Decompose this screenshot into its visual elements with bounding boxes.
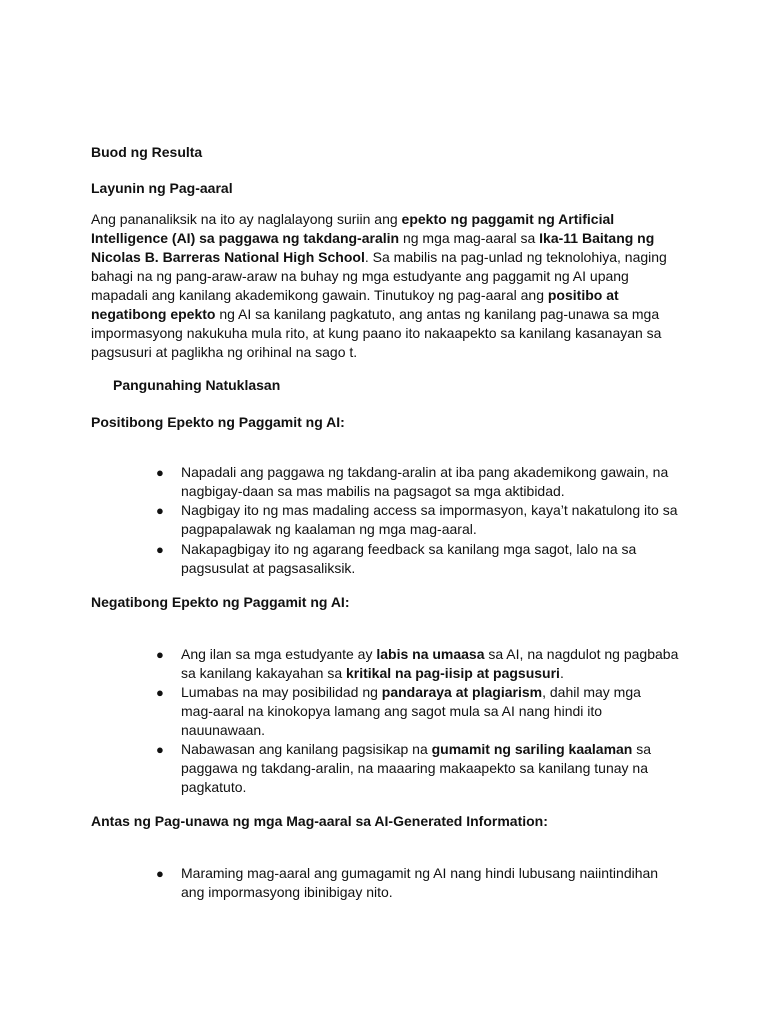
text-run: mapadali ang kanilang akademikong gawain. Tinutukoy ng pag-aaral ang bbox=[91, 287, 548, 303]
text-run: . bbox=[559, 665, 564, 681]
text-line bbox=[91, 324, 681, 343]
bold-text-run: kritikal na pag-iisip at pagsusuri bbox=[346, 665, 560, 681]
bullet-dot-icon: ● bbox=[156, 742, 164, 757]
text-run: impormasyong nakukuha mula rito, at kung paano ito nakaapekto sa kanilang kasanayan sa bbox=[91, 325, 662, 341]
bullet-dot-icon: ● bbox=[156, 685, 164, 700]
text-run: Nagbigay ito ng mas madaling access sa impormasyon, kaya’t nakatulong ito sa bbox=[181, 502, 678, 518]
text-run: pagsusuri at paglikha ng orihinal na sago t. bbox=[91, 344, 358, 360]
bullet-text bbox=[181, 683, 641, 740]
bullet-dot-icon: ● bbox=[156, 542, 164, 557]
text-line bbox=[181, 463, 668, 482]
text-line bbox=[91, 267, 681, 286]
text-run: Maraming mag-aaral ang gumagamit ng AI nang hindi lubusang naiintindihan bbox=[181, 865, 659, 881]
text-line bbox=[91, 343, 681, 362]
text-line bbox=[181, 520, 677, 539]
bold-text-run: Intelligence (AI) sa paggawa ng takdang-aralin bbox=[91, 230, 400, 246]
bold-text-run: negatibong epekto bbox=[91, 306, 216, 322]
negative-effects-heading: Negatibong Epekto ng Paggamit ng AI: bbox=[91, 594, 350, 610]
text-line bbox=[181, 883, 658, 902]
text-line bbox=[181, 702, 641, 721]
text-run: nagbigay-daan sa mas mabilis na pagsagot sa mga aktibidad. bbox=[181, 483, 565, 499]
text-run: sa kanilang kakayahan sa bbox=[181, 665, 346, 681]
bullet-text bbox=[181, 540, 636, 578]
text-line bbox=[91, 229, 681, 248]
text-line bbox=[91, 305, 681, 324]
bold-text-run: epekto ng paggamit ng Artificial bbox=[401, 211, 615, 227]
document-title: Buod ng Resulta bbox=[91, 144, 203, 160]
text-line bbox=[181, 721, 641, 740]
text-line bbox=[181, 482, 668, 501]
text-run: nauunawaan. bbox=[181, 722, 266, 738]
bold-text-run: Nicolas B. Barreras National High School bbox=[91, 249, 365, 265]
text-line bbox=[181, 540, 636, 559]
text-line bbox=[91, 210, 681, 229]
text-line bbox=[91, 286, 681, 305]
text-run: pagpapalawak ng kaalaman ng mga mag-aaral. bbox=[181, 521, 477, 537]
text-run: mag-aaral na kinokopya lamang ang sagot mula sa AI nang hindi ito bbox=[181, 703, 603, 719]
bold-text-run: gumamit ng sariling kaalaman bbox=[431, 741, 633, 757]
bullet-text bbox=[181, 740, 651, 797]
text-line bbox=[181, 778, 651, 797]
text-run: Napadali ang paggawa ng takdang-aralin at iba pang akademikong gawain, na bbox=[181, 464, 669, 480]
text-line bbox=[181, 864, 658, 883]
text-run: . Sa mabilis na pag-unlad ng teknolohiya, naging bbox=[364, 249, 667, 265]
objective-heading: Layunin ng Pag-aaral bbox=[91, 180, 233, 196]
bullet-dot-icon: ● bbox=[156, 866, 164, 881]
bullet-text bbox=[181, 645, 678, 683]
text-line bbox=[181, 645, 678, 664]
text-line bbox=[181, 664, 678, 683]
bullet-dot-icon: ● bbox=[156, 503, 164, 518]
text-line bbox=[181, 501, 677, 520]
text-run: Nakapagbigay ito ng agarang feedback sa kanilang mga sagot, lalo na sa bbox=[181, 541, 637, 557]
text-run: Ang ilan sa mga estudyante ay bbox=[181, 646, 377, 662]
text-run: bahagi na ng pang-araw-araw na buhay ng mga estudyante ang paggamit ng AI upang bbox=[91, 268, 629, 284]
bullet-text bbox=[181, 501, 677, 539]
bullet-dot-icon: ● bbox=[156, 465, 164, 480]
text-run: Lumabas na may posibilidad ng bbox=[181, 684, 382, 700]
text-line bbox=[181, 740, 651, 759]
bold-text-run: labis na umaasa bbox=[376, 646, 485, 662]
text-line bbox=[181, 559, 636, 578]
text-run: paggawa ng takdang-aralin, na maaaring makaapekto sa kanilang tunay na bbox=[181, 760, 648, 776]
bullet-dot-icon: ● bbox=[156, 647, 164, 662]
text-run: ng mga mag-aaral sa bbox=[399, 230, 540, 246]
text-run: sa bbox=[632, 741, 652, 757]
positive-effects-heading: Positibong Epekto ng Paggamit ng AI: bbox=[91, 414, 345, 430]
text-run: Nabawasan ang kanilang pagsisikap na bbox=[181, 741, 432, 757]
text-run: ng AI sa kanilang pagkatuto, ang antas ng kanilang pag-unawa sa mga bbox=[215, 306, 660, 322]
bold-text-run: Ika-11 Baitang ng bbox=[539, 230, 655, 246]
bold-text-run: pandaraya at plagiarism bbox=[381, 684, 543, 700]
text-run: sa AI, na nagdulot ng pagbaba bbox=[484, 646, 679, 662]
text-line bbox=[91, 248, 681, 267]
bold-text-run: positibo at bbox=[547, 287, 619, 303]
understanding-heading: Antas ng Pag-unawa ng mga Mag-aaral sa AI-Generated Information: bbox=[91, 813, 548, 829]
text-run: pagsusulat at pagsasaliksik. bbox=[181, 560, 356, 576]
text-run: ang impormasyong ibinibigay nito. bbox=[181, 884, 393, 900]
text-run: , dahil may mga bbox=[542, 684, 641, 700]
intro-paragraph bbox=[91, 210, 681, 362]
text-run: pagkatuto. bbox=[181, 779, 247, 795]
text-line bbox=[181, 683, 641, 702]
text-run: Ang pananaliksik na ito ay naglalayong suriin ang bbox=[91, 211, 402, 227]
bullet-text bbox=[181, 864, 658, 902]
findings-heading: Pangunahing Natuklasan bbox=[113, 377, 281, 393]
bullet-text bbox=[181, 463, 668, 501]
text-line bbox=[181, 759, 651, 778]
